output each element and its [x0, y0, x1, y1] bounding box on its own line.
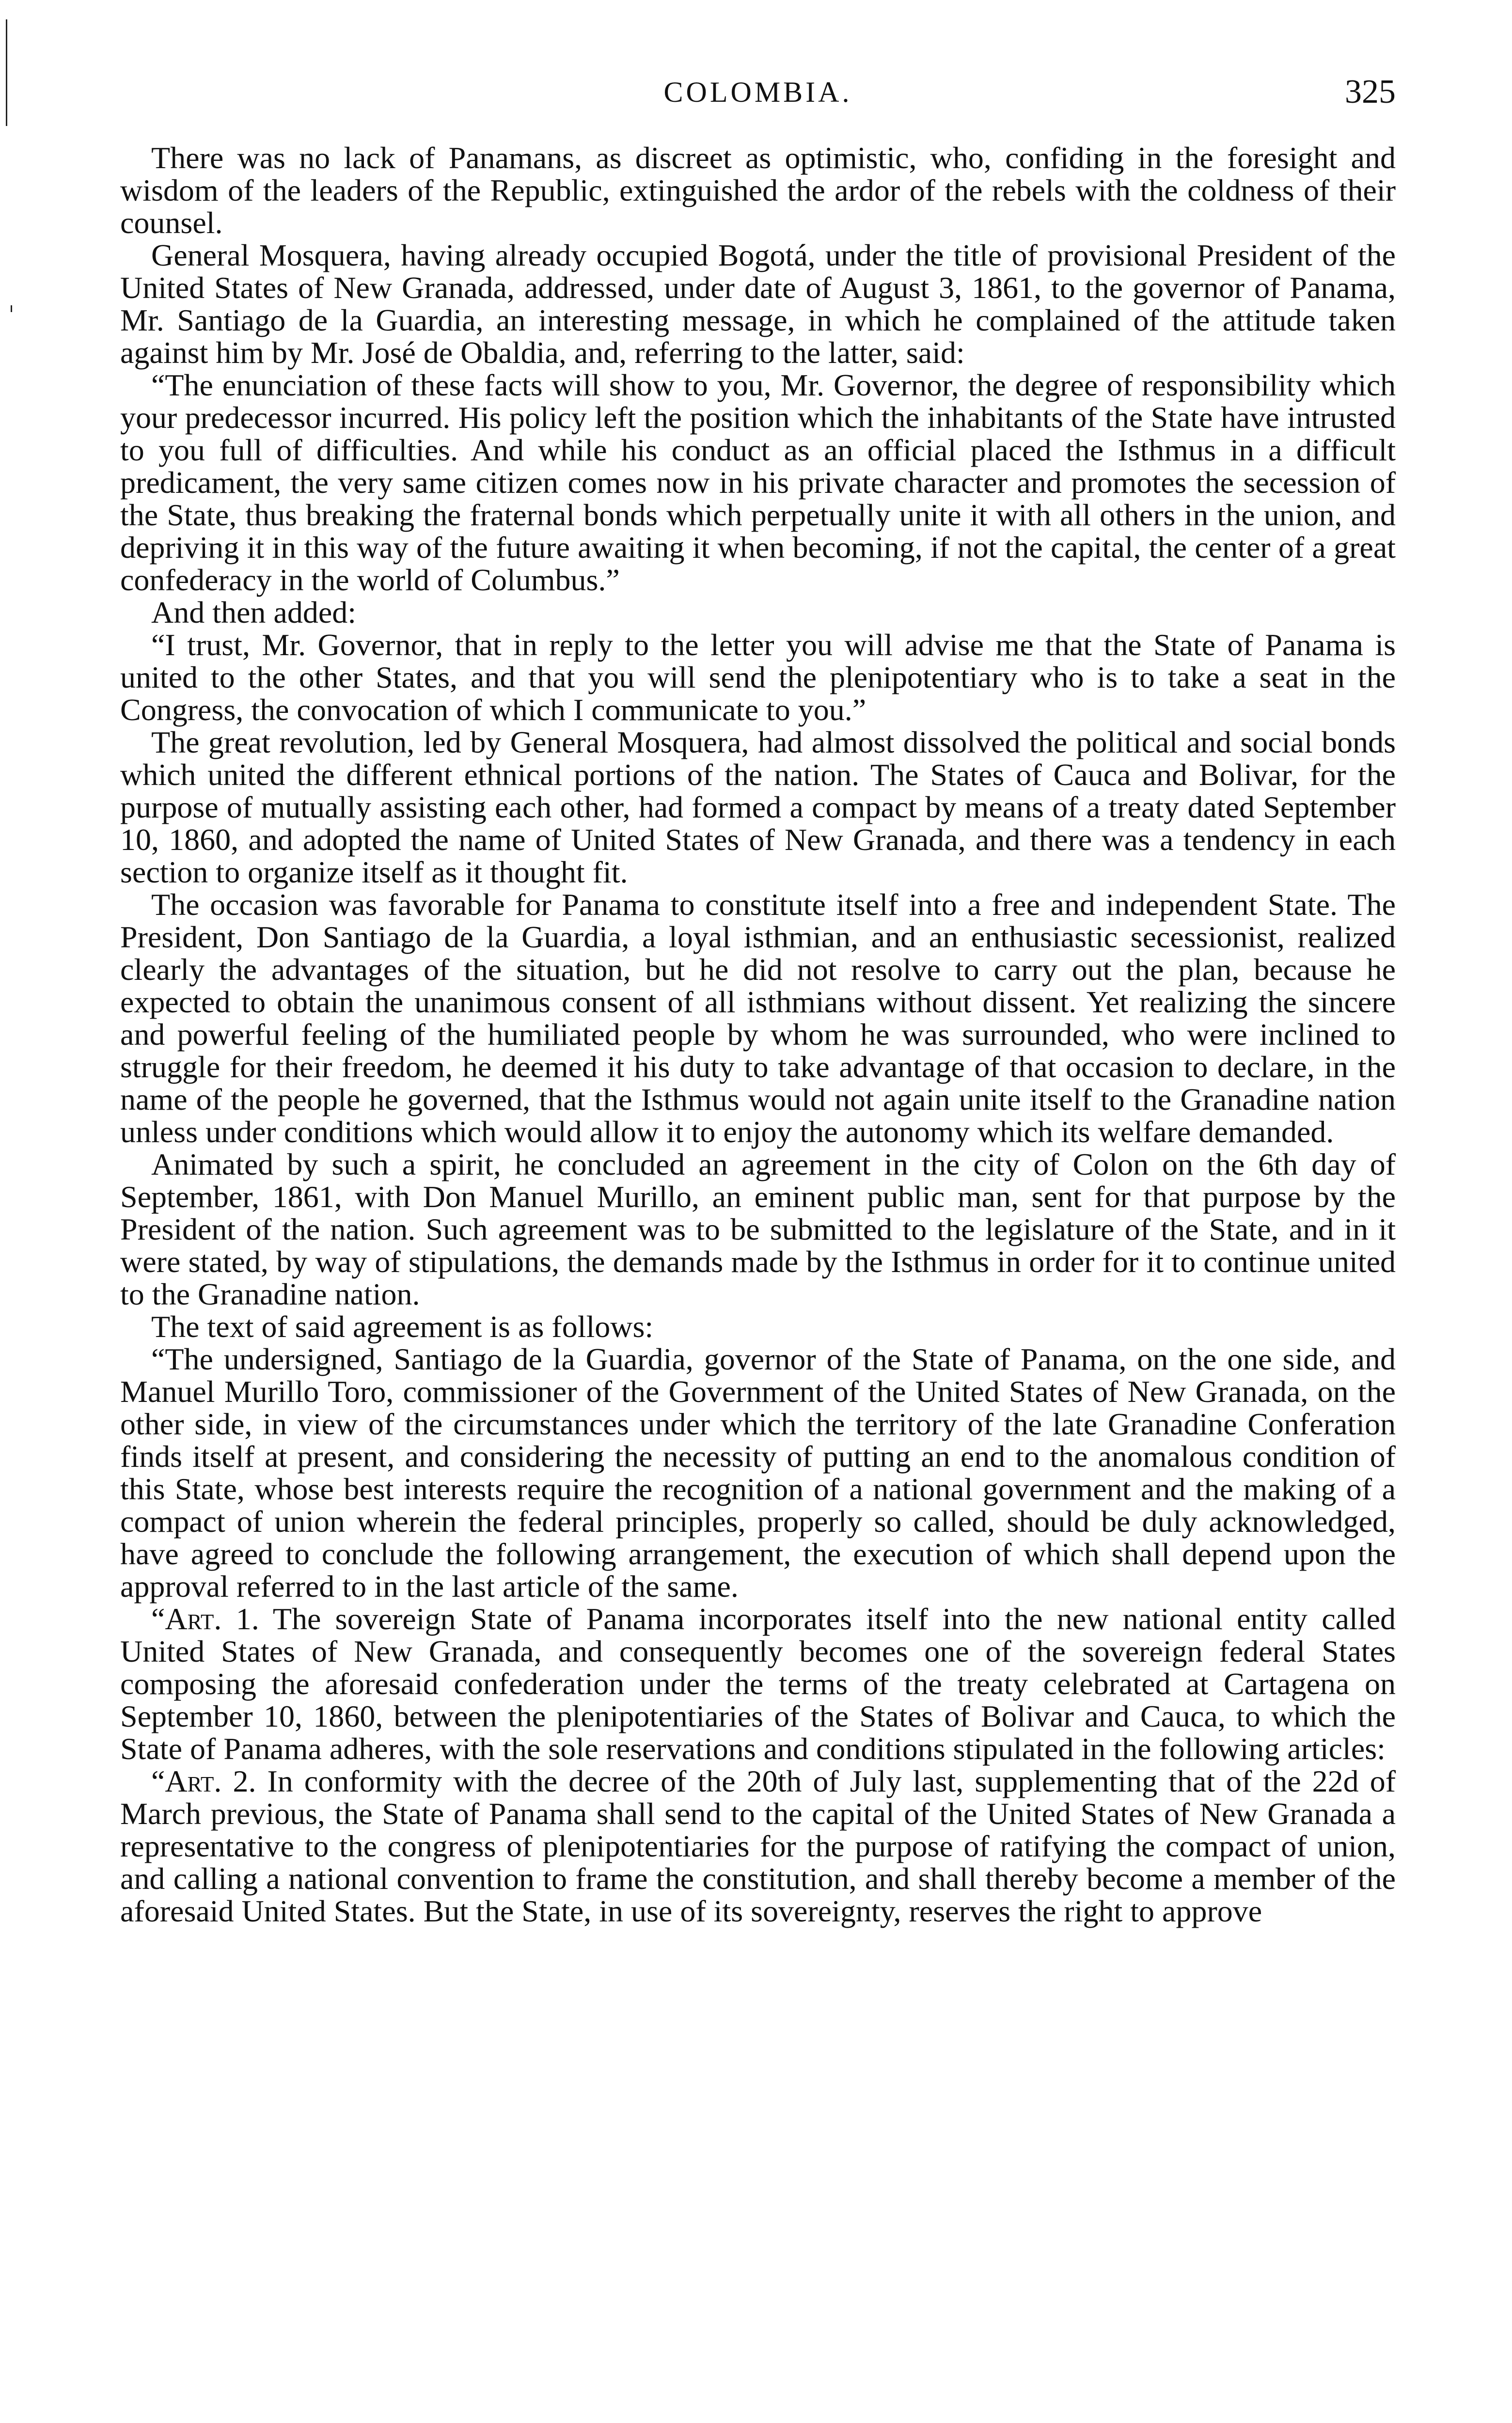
article-2 — [120, 1765, 1396, 1927]
paragraph-then-added — [120, 596, 1396, 629]
running-title: COLOMBIA. — [663, 76, 852, 108]
paragraph-text: “The enunciation of these facts will show to you, Mr. Governor, the degree of responsibility which your predecessor incurred. His policy left the position which the inhabitants of the State have intrusted to you full of difficulties. And while his conduct as an official placed the Isthmus in a difficult predicament, the very same citizen comes now in his private character and promotes the secession of the State, thus breaking the fraternal bonds which perpetually unite it with all others in the union, and depriving it in this way of the future awaiting it when becoming, if not the capital, the center of a great confederacy in the world of Columbus.” — [120, 368, 1396, 597]
paragraph-text-of-agreement — [120, 1310, 1396, 1343]
paragraph-text: 2. In conformity with the decree of the 20th of July last, supplementing that of the 22d of March previous, the State of Panama shall send to the capital of the United States of New Granada a representative to the congress of plenipotentiaries for the purpose of ratifying the compact of union, and calling a national convention to frame the constitution, and shall thereby become a member of the aforesaid United States. But the State, in use of its sovereignty, reserves the right to approve — [120, 1764, 1396, 1928]
paragraph-text: “The undersigned, Santiago de la Guardia, governor of the State of Panama, on the one side, and Manuel Murillo Toro, commissioner of the Government of the United States of New Granada, on the other side, in view of the circumstances under which the territory of the late Granadine Conferation finds itself at present, and considering the necessity of putting an end to the anomalous condition of this State, whose best interests require the recognition of a national government and the making of a compact of union wherein the federal principles, properly so called, should be duly acknowledged, have agreed to conclude the following arrangement, the execution of which shall depend upon the approval referred to in the last article of the same. — [120, 1342, 1396, 1604]
quote-i-trust — [120, 629, 1396, 726]
paragraph-text: “I trust, Mr. Governor, that in reply to the letter you will advise me that the State of Panama is united to the other States, and that you will send the plenipotentiary who is to take a seat in the Congress, the convocation of which I communicate to you.” — [120, 628, 1396, 727]
quote-enunciation — [120, 369, 1396, 596]
paragraph-panamans — [120, 142, 1396, 239]
article-1 — [120, 1603, 1396, 1765]
paragraph-animated-spirit — [120, 1148, 1396, 1310]
paragraph-text: The occasion was favorable for Panama to constitute itself into a free and independent State. The President, Don Santiago de la Guardia, a loyal isthmian, and an enthusiastic secessionist, realized clearly the advantages of the situation, but he did not resolve to carry out the plan, because he expected to obtain the unanimous consent of all isthmians without dissent. Yet realizing the sincere and powerful feeling of the humiliated people by whom he was surrounded, who were inclined to struggle for their freedom, he deemed it his duty to take advantage of that occasion to declare, in the name of the people he governed, that the Isthmus would not again unite itself to the Granadine nation unless under conditions which would allow it to enjoy the autonomy which its welfare demanded. — [120, 887, 1396, 1149]
paragraph-text: Animated by such a spirit, he concluded an agreement in the city of Colon on the 6th day of September, 1861, with Don Manuel Murillo, an eminent public man, sent for that purpose by the President of the nation. Such agreement was to be submitted to the legislature of the State, and in it were stated, by way of stipulations, the demands made by the Isthmus in order for it to continue united to the Granadine nation. — [120, 1147, 1396, 1311]
paragraph-occasion-favorable — [120, 888, 1396, 1148]
running-header — [120, 63, 1396, 121]
paragraph-great-revolution — [120, 726, 1396, 888]
quote-undersigned — [120, 1343, 1396, 1603]
article-lead: “Art. — [151, 1602, 222, 1636]
page-number: 325 — [1345, 73, 1396, 110]
paragraph-text: The great revolution, led by General Mosquera, had almost dissolved the political and social bonds which united the different ethnical portions of the nation. The States of Cauca and Bolivar, for the purpose of mutually assisting each other, had formed a compact by means of a treaty dated September 10, 1860, and adopted the name of United States of New Granada, and there was a tendency in each section to organize itself as it thought fit. — [120, 725, 1396, 889]
paragraph-mosquera-message — [120, 239, 1396, 369]
paragraph-text: 1. The sovereign State of Panama incorporates itself into the new national entity called United States of New Granada, and consequently becomes one of the sovereign federal States composing the aforesaid confederation under the terms of the treaty celebrated at Cartagena on September 10, 1860, between the plenipotentiaries of the States of Bolivar and Cauca, to which the State of Panama adheres, with the sole reservations and conditions stipulated in the following articles: — [120, 1602, 1396, 1766]
paragraph-text: General Mosquera, having already occupied Bogotá, under the title of provisional President of the United States of New Granada, addressed, under date of August 3, 1861, to the governor of Panama, Mr. Santiago de la Guardia, an interesting message, in which he complained of the attitude taken against him by Mr. José de Obaldia, and, referring to the latter, said: — [120, 238, 1396, 370]
binding-edge-mark — [11, 305, 12, 312]
paragraph-text: And then added: — [151, 595, 356, 629]
paragraph-text: There was no lack of Panamans, as discreet as optimistic, who, confiding in the foresight and wisdom of the leaders of the Republic, extinguished the ardor of the rebels with the coldness of their counsel. — [120, 141, 1396, 240]
body-text — [120, 142, 1396, 1927]
article-lead: “Art. — [151, 1764, 222, 1798]
binding-edge-mark — [6, 19, 7, 126]
paragraph-text: The text of said agreement is as follows: — [151, 1309, 654, 1344]
